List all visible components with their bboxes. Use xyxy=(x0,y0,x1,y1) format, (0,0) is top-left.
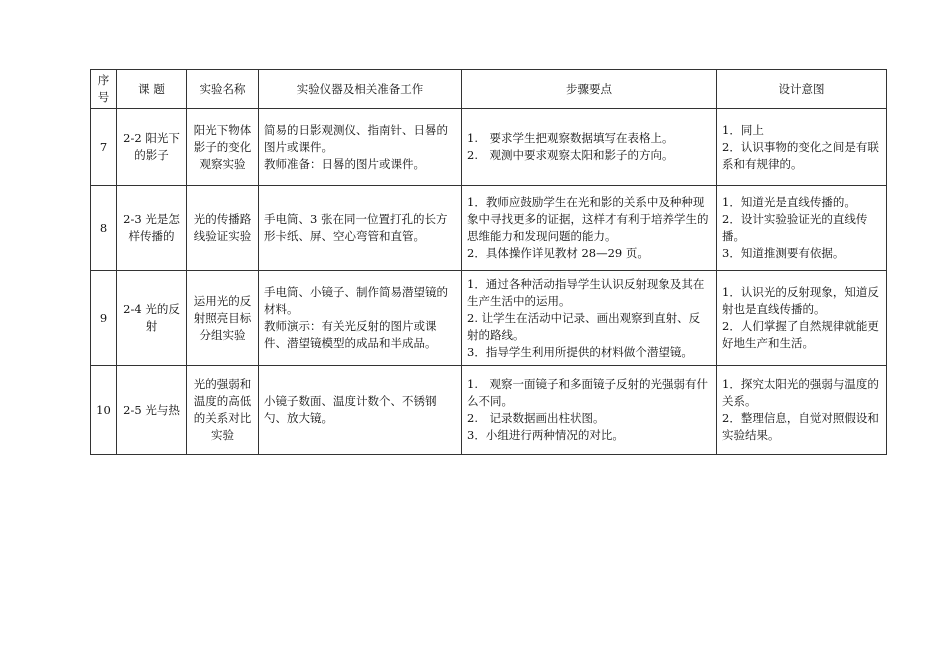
intent-line: 1．认识光的反射现象，知道反射也是直线传播的。 xyxy=(722,285,879,316)
step-line: 1. 要求学生把观察数据填写在表格上。 xyxy=(467,131,674,145)
header-equipment: 实验仪器及相关准备工作 xyxy=(259,70,462,109)
equipment-line: 简易的日影观测仪、指南针、日晷的图片或课件。 xyxy=(264,122,448,154)
equipment-line: 手电筒、3 张在同一位置打孔的长方形卡纸、屏、空心弯管和直管。 xyxy=(264,212,448,243)
cell-steps xyxy=(462,109,717,186)
cell-topic: 2-3 光是怎样传播的 xyxy=(117,186,187,271)
intent-line: 2．设计实验验证光的直线传播。 xyxy=(722,212,868,243)
intent-line: 2．人们掌握了自然规律就能更好地生产和生活。 xyxy=(722,319,879,350)
cell-equipment xyxy=(259,271,462,366)
header-topic: 课 题 xyxy=(117,70,187,109)
table-row xyxy=(91,366,887,455)
header-seq: 序号 xyxy=(91,70,117,109)
cell-steps xyxy=(462,271,717,366)
header-design-intent: 设计意图 xyxy=(717,70,887,109)
step-line: 1. 观察一面镜子和多面镜子反射的光强弱有什么不同。 xyxy=(467,377,708,408)
intent-line: 1．同上 xyxy=(722,122,764,137)
header-experiment-name: 实验名称 xyxy=(187,70,259,109)
intent-line: 2．认识事物的变化之间是有联系和有规律的。 xyxy=(722,139,879,171)
step-line: 2. 让学生在活动中记录、画出观察到直射、反射的路线。 xyxy=(467,310,701,342)
equipment-line: 教师准备：日晷的图片或课件。 xyxy=(264,156,425,171)
equipment-line: 手电筒、小镜子、制作简易潜望镜的材料。 xyxy=(264,285,448,316)
step-line: 2．具体操作详见教材 28—29 页。 xyxy=(467,246,649,260)
cell-seq: 7 xyxy=(91,109,117,186)
cell-experiment-name: 光的强弱和温度的高低的关系对比实验 xyxy=(187,366,259,455)
cell-equipment xyxy=(259,186,462,271)
intent-line: 1．探究太阳光的强弱与温度的关系。 xyxy=(722,377,879,408)
cell-topic: 2-4 光的反射 xyxy=(117,271,187,366)
cell-seq: 9 xyxy=(91,271,117,366)
step-line: 2. 观测中要求观察太阳和影子的方向。 xyxy=(467,148,674,162)
cell-equipment xyxy=(259,109,462,186)
step-line: 2. 记录数据画出柱状图。 xyxy=(467,411,605,425)
cell-equipment xyxy=(259,366,462,455)
cell-design-intent xyxy=(717,186,887,271)
step-line: 1．教师应鼓励学生在光和影的关系中及种种现象中寻找更多的证据，这样才有利于培养学生的思维能力和发现问题的能力。 xyxy=(467,195,709,243)
equipment-line: 小镜子数面、温度计数个、不锈钢勺、放大镜。 xyxy=(264,394,437,425)
cell-experiment-name: 光的传播路线验证实验 xyxy=(187,186,259,271)
equipment-line: 教师演示：有关光反射的图片或课件、潜望镜模型的成品和半成品。 xyxy=(264,319,437,350)
step-line: 1．通过各种活动指导学生认识反射现象及其在生产生活中的运用。 xyxy=(467,276,705,308)
cell-topic: 2-2 阳光下的影子 xyxy=(117,109,187,186)
table-header-row xyxy=(91,70,887,109)
cell-steps xyxy=(462,186,717,271)
intent-line: 1．知道光是直线传播的。 xyxy=(722,195,856,209)
table-row xyxy=(91,186,887,271)
table-row xyxy=(91,271,887,366)
cell-design-intent xyxy=(717,366,887,455)
cell-steps xyxy=(462,366,717,455)
cell-topic: 2-5 光与热 xyxy=(117,366,187,455)
intent-line: 3．知道推测要有依据。 xyxy=(722,246,845,260)
cell-design-intent xyxy=(717,109,887,186)
step-line: 3．小组进行两种情况的对比。 xyxy=(467,428,624,442)
step-line: 3．指导学生利用所提供的材料做个潜望镜。 xyxy=(467,344,693,359)
cell-design-intent xyxy=(717,271,887,366)
cell-seq: 10 xyxy=(91,366,117,455)
experiment-plan-table xyxy=(90,69,887,455)
cell-seq: 8 xyxy=(91,186,117,271)
cell-experiment-name: 阳光下物体影子的变化观察实验 xyxy=(187,109,259,186)
cell-experiment-name: 运用光的反射照亮目标分组实验 xyxy=(187,271,259,366)
table-row xyxy=(91,109,887,186)
header-steps: 步骤要点 xyxy=(462,70,717,109)
intent-line: 2．整理信息，自觉对照假设和实验结果。 xyxy=(722,411,879,442)
